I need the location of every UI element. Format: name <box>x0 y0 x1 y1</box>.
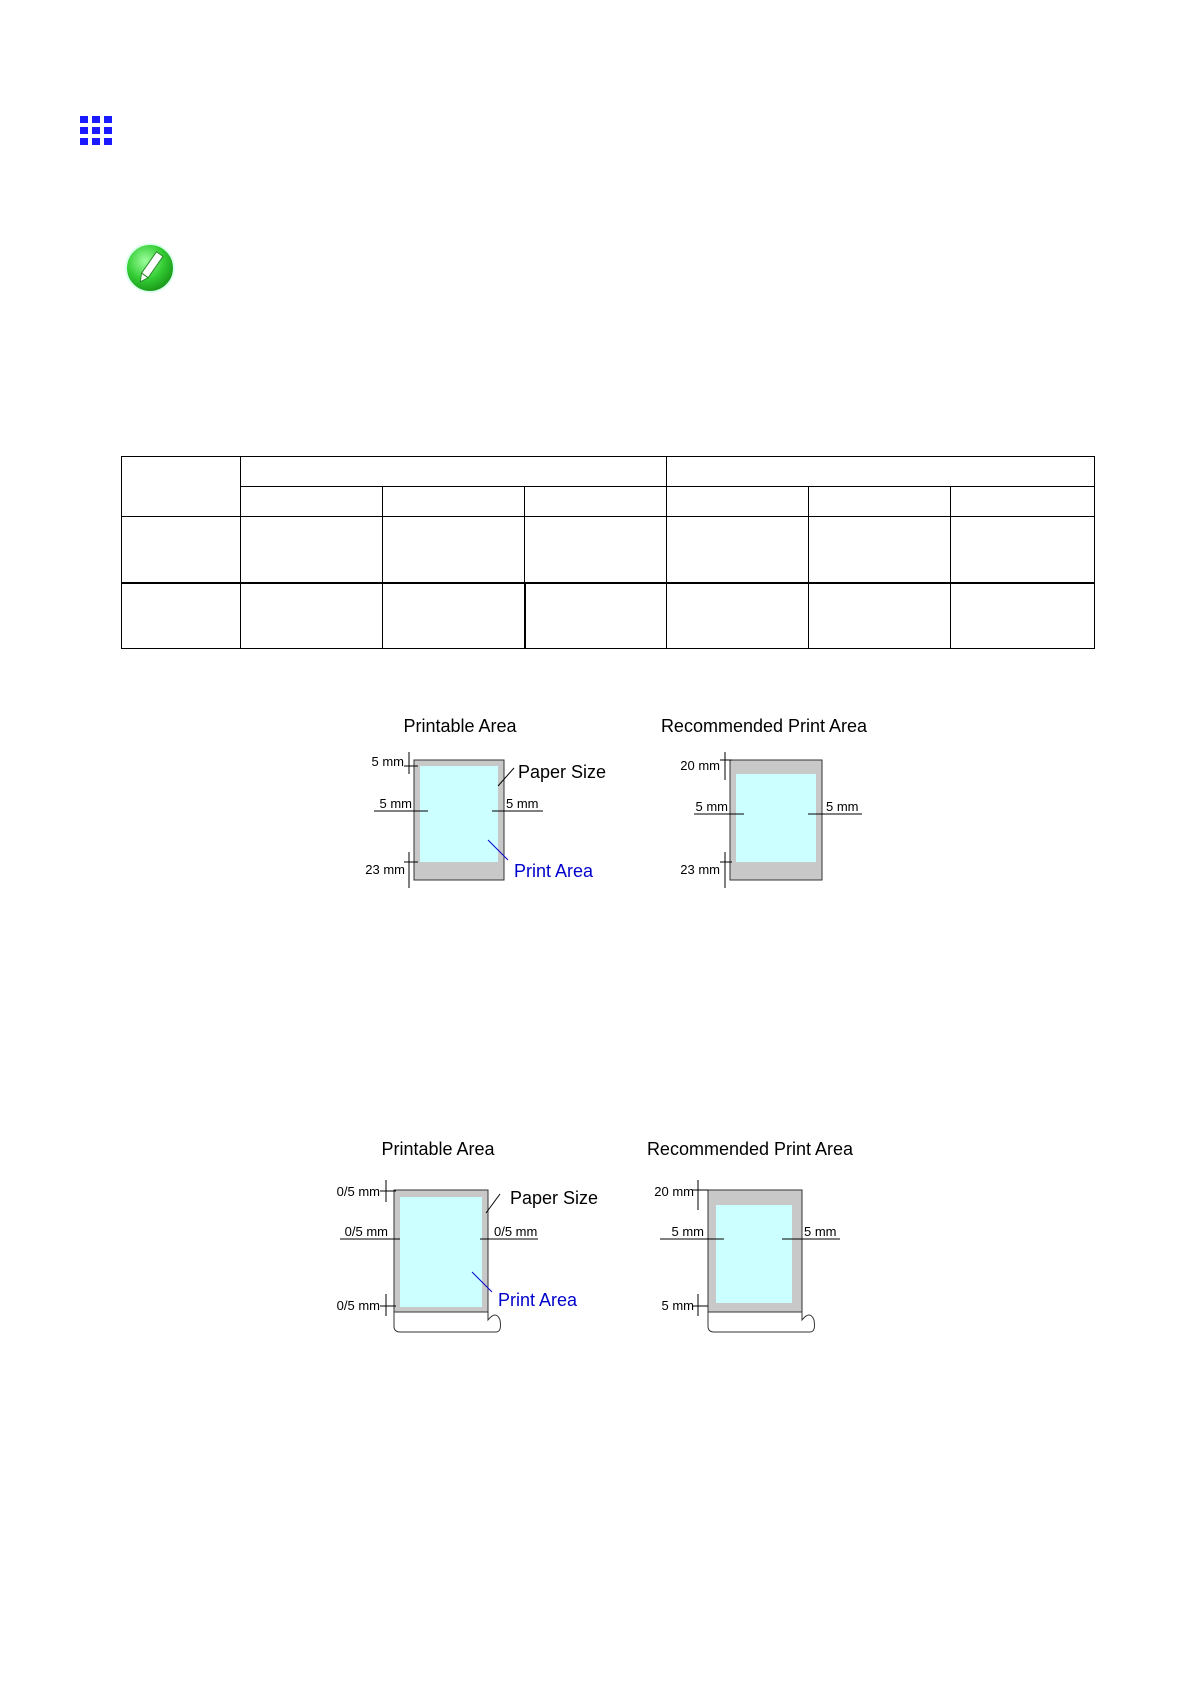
left-margin-label: 5 mm <box>671 1224 704 1239</box>
table-cell <box>667 487 809 517</box>
left-margin-label: 0/5 mm <box>344 1224 388 1239</box>
table-cell <box>951 583 1095 649</box>
table-cell <box>525 517 667 583</box>
print-area-rect <box>420 766 498 862</box>
top-margin-label: 0/5 mm <box>336 1184 380 1199</box>
grid-icon <box>80 116 112 146</box>
recommended-area-title: Recommended Print Area <box>660 716 868 736</box>
table-cell <box>122 517 241 583</box>
table-header-row <box>122 457 1095 487</box>
table-cell <box>667 517 809 583</box>
table-cell <box>667 583 809 649</box>
top-margin-label: 20 mm <box>680 758 720 773</box>
bottom-margin-label: 23 mm <box>365 862 405 877</box>
right-margin-label: 0/5 mm <box>494 1224 538 1239</box>
print-area-rect <box>400 1197 482 1307</box>
table-subheader-row <box>122 487 1095 517</box>
table-cell <box>951 517 1095 583</box>
printable-area-title: Printable Area <box>381 1139 495 1159</box>
note-pencil-icon <box>124 242 176 294</box>
margin-spec-table <box>121 456 1095 649</box>
table-cell <box>241 487 383 517</box>
right-margin-label: 5 mm <box>804 1224 837 1239</box>
right-margin-label: 5 mm <box>506 796 539 811</box>
paper-size-label: Paper Size <box>510 1188 599 1208</box>
table-row <box>122 583 1095 649</box>
table-cell <box>122 457 241 517</box>
recommended-area-rect <box>716 1205 792 1303</box>
table-cell <box>383 517 525 583</box>
bottom-margin-label: 0/5 mm <box>336 1298 380 1313</box>
left-margin-label: 5 mm <box>379 796 412 811</box>
recommended-area-rect <box>736 774 816 862</box>
print-area-label: Print Area <box>514 861 594 881</box>
printable-area-title: Printable Area <box>403 716 517 736</box>
right-margin-label: 5 mm <box>826 799 859 814</box>
table-cell <box>951 487 1095 517</box>
table-cell <box>525 487 667 517</box>
table-cell <box>241 457 667 487</box>
recommended-area-title: Recommended Print Area <box>646 1139 854 1159</box>
table-cell <box>525 583 667 649</box>
cut-sheet-print-area-figure <box>340 710 880 910</box>
top-margin-label: 5 mm <box>371 754 404 769</box>
table-cell <box>809 487 951 517</box>
table-cell <box>241 583 383 649</box>
top-margin-label: 20 mm <box>654 1184 694 1199</box>
table-cell <box>241 517 383 583</box>
table-cell <box>809 583 951 649</box>
table-cell <box>383 583 525 649</box>
bottom-margin-label: 5 mm <box>661 1298 694 1313</box>
table-row <box>122 517 1095 583</box>
print-area-label: Print Area <box>498 1290 578 1310</box>
table-cell <box>809 517 951 583</box>
roll-paper-print-area-figure <box>320 1130 880 1350</box>
paper-size-label: Paper Size <box>518 762 607 782</box>
bottom-margin-label: 23 mm <box>680 862 720 877</box>
table-cell <box>383 487 525 517</box>
table-cell <box>122 583 241 649</box>
left-margin-label: 5 mm <box>695 799 728 814</box>
table-cell <box>667 457 1095 487</box>
